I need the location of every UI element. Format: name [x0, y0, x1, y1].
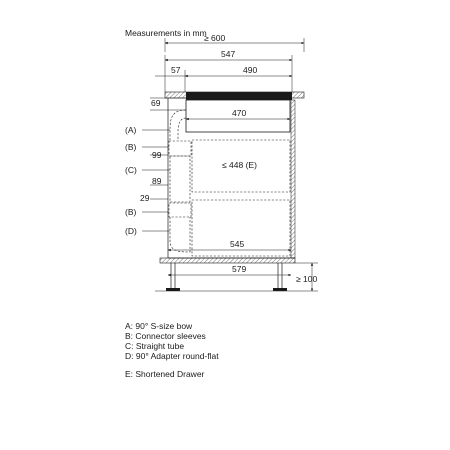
dim-drawer-height — [222, 160, 257, 170]
callout-a — [125, 125, 170, 135]
duct-s-bow-inner — [178, 118, 186, 140]
svg-text:≥ 600: ≥ 600 — [204, 33, 226, 43]
dim-plinth-depth — [168, 264, 291, 275]
connector-sleeve-upper — [169, 141, 191, 156]
diagram-title: Measurements in mm — [125, 28, 207, 38]
svg-text:490: 490 — [243, 65, 258, 75]
legend-components — [125, 321, 219, 361]
svg-text:545: 545 — [230, 239, 245, 249]
svg-text:57: 57 — [171, 65, 181, 75]
callout-d — [125, 226, 170, 236]
svg-text:547: 547 — [221, 49, 236, 59]
adapter-round-flat — [170, 217, 190, 252]
dim-hob-depth — [185, 65, 292, 92]
hob-unit — [186, 92, 292, 100]
cabinet-rear-wall — [291, 100, 295, 258]
dim-c-gap — [150, 176, 168, 186]
straight-tube — [170, 156, 190, 202]
svg-text:69: 69 — [151, 98, 161, 108]
dim-b2-gap — [140, 193, 168, 203]
dim-worktop-depth — [165, 49, 292, 92]
svg-text:(C): (C) — [125, 165, 137, 175]
svg-text:579: 579 — [232, 264, 247, 274]
svg-text:470: 470 — [232, 108, 247, 118]
dim-b-gap — [150, 150, 168, 160]
cabinet-leg-rear — [273, 263, 287, 291]
cabinet-leg-front — [166, 263, 180, 291]
callout-b2 — [125, 207, 169, 217]
legend-drawer — [125, 369, 204, 379]
legend-item-a: A: 90° S-size bow — [125, 321, 193, 331]
svg-text:(B): (B) — [125, 207, 137, 217]
svg-text:(A): (A) — [125, 125, 137, 135]
dim-plinth-height — [295, 263, 318, 291]
dim-front-offset — [155, 65, 185, 76]
svg-text:(D): (D) — [125, 226, 137, 236]
callout-c — [125, 165, 170, 175]
legend-item-e: E: Shortened Drawer — [125, 369, 205, 379]
svg-text:≥ 100: ≥ 100 — [296, 274, 318, 284]
plinth-base — [160, 258, 295, 263]
legend-item-d: D: 90° Adapter round-flat — [125, 351, 219, 361]
svg-text:≤ 448 (E): ≤ 448 (E) — [222, 160, 257, 170]
svg-text:89: 89 — [152, 176, 162, 186]
callout-b1 — [125, 142, 169, 152]
legend-item-b: B: Connector sleeves — [125, 331, 206, 341]
connector-sleeve-lower — [169, 203, 191, 217]
svg-text:29: 29 — [140, 193, 150, 203]
svg-text:(B): (B) — [125, 142, 137, 152]
svg-text:99: 99 — [152, 150, 162, 160]
duct-s-bow — [170, 110, 186, 140]
dim-cabinet-depth — [168, 239, 291, 250]
legend-item-c: C: Straight tube — [125, 341, 185, 351]
